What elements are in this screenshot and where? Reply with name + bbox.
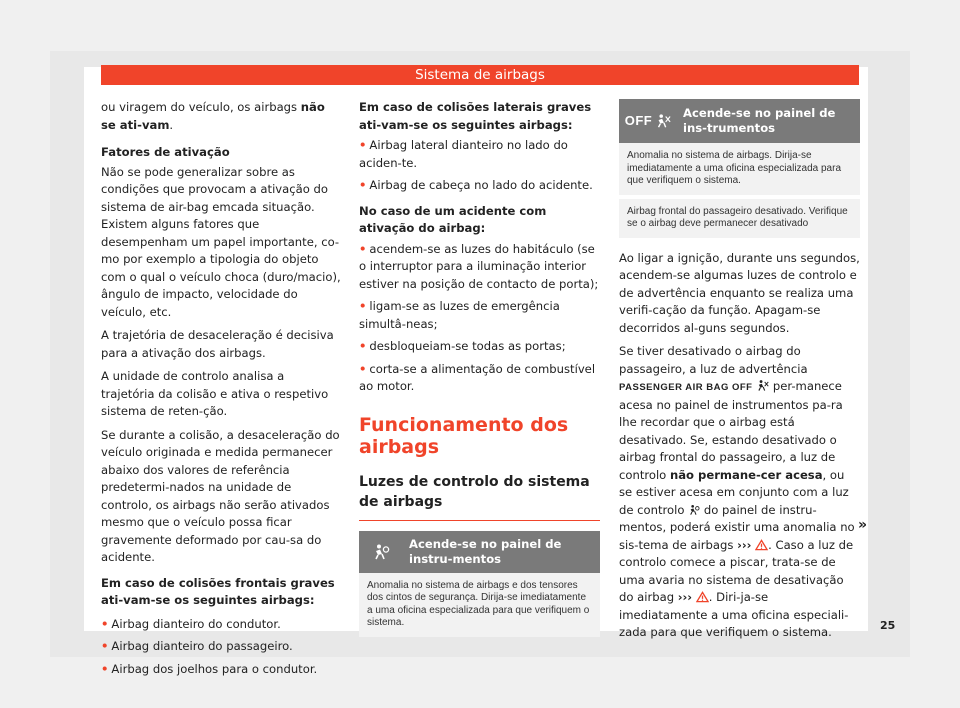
list-item: • desbloqueiam-se todas as portas; bbox=[359, 339, 566, 353]
heading-frontal: Em caso de colisões frontais graves ati-vam-se os seguintes airbags: bbox=[101, 575, 335, 607]
paragraph: Se tiver desativado o airbag do passageiro, a luz de advertência PASSENGER AIR BAG OFF per-manece acesa no painel de instrumentos pa-ra lhe recordar que o airbag está desativado. Se, estando desativado o airbag frontal do passageiro, a luz de controlo não permane-cer acesa, ou se estiver acesa em conjunto com a luz de controlo do painel de instru-mentos, poderá existir uma anomalia no sis-tema de airbags ››› . Caso a luz de controlo comece a piscar, trata-se de uma avaria no sistema de desativação do airbag ››› . Diri-ja-se imediatamente a uma oficina especiali-zada para que verifiquem o sistema. bbox=[619, 344, 855, 639]
bullet-icon: • bbox=[101, 616, 109, 631]
heading-lateral: Em caso de colisões laterais graves ati-vam-se os seguintes airbags: bbox=[359, 100, 592, 132]
page-number: 25 bbox=[880, 619, 896, 632]
column-3 bbox=[619, 99, 860, 648]
list-item: • Airbag dianteiro do condutor. bbox=[101, 616, 281, 631]
list-item: • Airbag dianteiro do passageiro. bbox=[101, 639, 293, 653]
paragraph: ou viragem do veículo, os airbags não se ati-vam. bbox=[101, 100, 325, 132]
airbag-warning-icon bbox=[359, 543, 403, 561]
list-item: • ligam-se as luzes de emergência simultâ-neas; bbox=[359, 299, 560, 331]
bullet-icon: • bbox=[359, 138, 367, 152]
paragraph: Se durante a colisão, a desaceleração do veículo originada e medida permanecer abaixo dos valores de referência predetermi-nados na unidade de controlo, os airbags não serão ativados mesmo que o veículo possa ficar gravemente deformado por cau-sa do acidente. bbox=[101, 427, 340, 564]
paragraph: Não se pode generalizar sobre as condições que provocam a ativação do sistema de air-bag emcada situação. Existem alguns fatores que desempenham um papel importante, co-mo por exemplo a tipologia do objeto com o qual o veículo choca (duro/macio), ângulo de impacto, velocidade do veículo, etc. bbox=[101, 164, 341, 319]
bullet-icon: • bbox=[101, 639, 109, 653]
cross-reference-arrows: ››› bbox=[677, 590, 693, 604]
subsection-title: Luzes de controlo do sistema de airbags bbox=[359, 472, 600, 521]
warning-triangle-icon bbox=[696, 591, 709, 603]
column-1 bbox=[101, 99, 341, 683]
passenger-airbag-off-label: PASSENGER AIR BAG OFF bbox=[619, 382, 753, 393]
warning-light-box-row: Airbag frontal do passageiro desativado. Verifique se o airbag deve permanecer desativado bbox=[627, 205, 848, 229]
warning-light-box bbox=[619, 99, 860, 238]
cross-reference-arrows: ››› bbox=[737, 537, 752, 552]
warning-light-box-title: Acende-se no painel de ins-trumentos bbox=[683, 106, 836, 135]
bullet-icon: • bbox=[359, 178, 367, 192]
list-item: • corta-se a alimentação de combustível ao motor. bbox=[359, 361, 596, 393]
warning-light-box-header bbox=[359, 531, 600, 573]
warning-light-box bbox=[359, 531, 600, 637]
continue-mark: » bbox=[858, 517, 868, 533]
heading-acidente: No caso de um acidente com ativação do airbag: bbox=[359, 203, 547, 235]
warning-light-box-row: Anomalia no sistema de airbags. Dirija-se imediatamente a uma oficina especializada para que verifiquem o sistema. bbox=[627, 150, 842, 186]
bullet-icon: • bbox=[359, 339, 367, 353]
bullet-icon: • bbox=[359, 299, 367, 313]
airbag-warning-inline-icon bbox=[688, 504, 700, 516]
passenger-airbag-off-icon: OFF bbox=[619, 112, 677, 130]
heading-fatores: Fatores de ativação bbox=[101, 145, 230, 159]
warning-light-box-text: Anomalia no sistema de airbags e dos tensores dos cintos de segurança. Dirija-se imediatamente a uma oficina especializada para que verifiquem o sistema. bbox=[367, 579, 590, 628]
page-header: Sistema de airbags bbox=[101, 65, 859, 85]
column-2 bbox=[359, 99, 600, 637]
list-item: • acendem-se as luzes do habitáculo (se o interruptor para a iluminação interior estiver na posição de contacto de porta); bbox=[359, 241, 599, 291]
warning-light-box-header bbox=[619, 99, 860, 143]
paragraph: A trajetória de desaceleração é decisiva para a ativação dos airbags. bbox=[101, 328, 334, 360]
warning-light-box-title: Acende-se no painel de instru-mentos bbox=[409, 536, 562, 566]
bullet-icon: • bbox=[359, 241, 367, 256]
section-title: Funcionamento dos airbags bbox=[359, 413, 569, 458]
paragraph: A unidade de controlo analisa a trajetória da colisão e ativa o respetivo sistema de reten-ção. bbox=[101, 369, 329, 418]
paragraph: Ao ligar a ignição, durante uns segundos, acendem-se algumas luzes de controlo e de advertência enquanto se realiza uma verifi-cação da função. Apagam-se decorridos al-guns segundos. bbox=[619, 250, 860, 335]
bullet-icon: • bbox=[359, 361, 367, 376]
bullet-icon: • bbox=[101, 661, 109, 676]
warning-triangle-icon bbox=[755, 539, 768, 551]
list-item: • Airbag lateral dianteiro no lado do aciden-te. bbox=[359, 138, 568, 170]
list-item: • Airbag dos joelhos para o condutor. bbox=[101, 661, 318, 676]
passenger-airbag-off-inline-icon bbox=[756, 379, 769, 392]
list-item: • Airbag de cabeça no lado do acidente. bbox=[359, 178, 593, 192]
